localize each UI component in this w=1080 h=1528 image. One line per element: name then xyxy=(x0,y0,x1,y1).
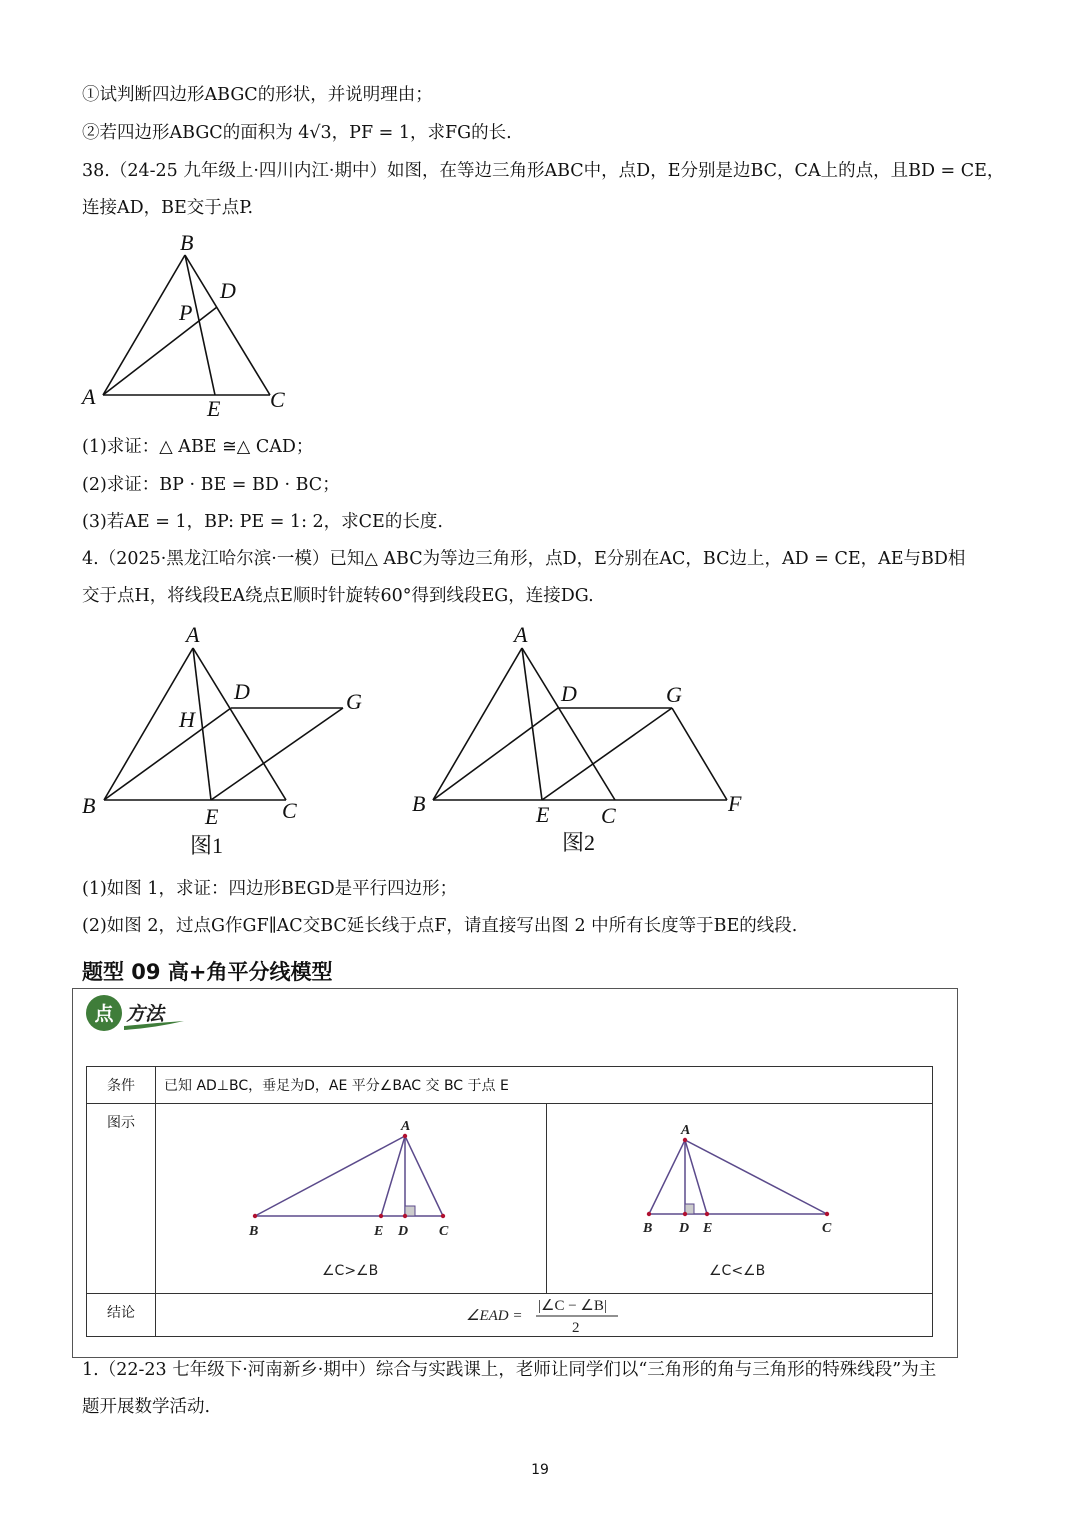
fig1-label-E: E xyxy=(205,804,219,829)
model-table xyxy=(86,1066,933,1337)
problem-38-statement: 38.（24-25 九年级上·四川内江·期中）如图，在等边三角形ABC中，点D，E分别是边BC，CA上的点，且BD = CE， xyxy=(82,161,1005,181)
conclusion-label: 结论 xyxy=(87,1294,156,1337)
problem-4-statement: 4.（2025·黑龙江哈尔滨·一模）已知△ ABC为等边三角形，点D，E分别在AC，BC边上，AD = CE，AE与BD相 xyxy=(82,549,966,569)
text-line-1: ①试判断四边形ABGC的形状，并说明理由； xyxy=(82,85,433,105)
conclusion-cell xyxy=(156,1294,933,1337)
fig2-label-B: B xyxy=(412,791,426,816)
question-38-1: (1)求证：△ ABE ≅△ CAD； xyxy=(82,437,314,457)
condition-text: 已知 AD⊥BC，垂足为D，AE 平分∠BAC 交 BC 于点 E xyxy=(156,1067,933,1104)
fig38-label-D: D xyxy=(220,278,236,303)
fig1-label-B: B xyxy=(82,793,96,818)
left-label-C: C xyxy=(439,1224,449,1239)
fig2-label-D: D xyxy=(561,681,577,706)
fig1-label-H: H xyxy=(179,707,195,732)
figure-38 xyxy=(76,228,306,428)
formula-numerator: |∠C − ∠B| xyxy=(538,1298,607,1314)
method-badge xyxy=(84,993,188,1033)
fig2-label-C: C xyxy=(601,803,616,828)
question-38-2: (2)求证：BP · BE = BD · BC； xyxy=(82,475,340,495)
figure-2 xyxy=(406,618,766,863)
fig1-label-C: C xyxy=(282,798,297,823)
fig1-label-G: G xyxy=(346,689,362,714)
figure-1 xyxy=(76,618,386,863)
diagram-label: 图示 xyxy=(87,1104,156,1294)
question-4-2: (2)如图 2，过点G作GF∥AC交BC延长线于点F，请直接写出图 2 中所有长度等于BE的线段. xyxy=(82,916,798,936)
problem-4-statement-cont: 交于点H，将线段EA绕点E顺时针旋转60°得到线段EG，连接DG. xyxy=(82,586,594,606)
badge-char: 点 xyxy=(94,1003,114,1025)
fig2-label-F: F xyxy=(728,791,742,816)
problem-1-statement: 1.（22-23 七年级下·河南新乡·期中）综合与实践课上，老师让同学们以“三角形的角与三角形的特殊线段”为主 xyxy=(82,1360,937,1380)
fig1-caption: 图1 xyxy=(190,833,224,858)
fig2-label-E: E xyxy=(536,802,550,827)
left-label-A: A xyxy=(401,1119,411,1134)
diagram-right-cell xyxy=(547,1104,933,1294)
fig2-caption: 图2 xyxy=(562,830,596,855)
fig2-label-A: A xyxy=(514,622,528,647)
right-caption: ∠C<∠B xyxy=(709,1263,766,1279)
right-label-C: C xyxy=(822,1221,832,1236)
fig1-label-D: D xyxy=(234,679,250,704)
fig1-label-A: A xyxy=(186,622,200,647)
right-label-E: E xyxy=(703,1221,713,1236)
diagram-left xyxy=(156,1104,546,1292)
problem-38-statement-cont: 连接AD，BE交于点P. xyxy=(82,198,254,218)
left-label-B: B xyxy=(249,1224,259,1239)
left-caption: ∠C>∠B xyxy=(322,1263,379,1279)
text-line-2: ②若四边形ABGC的面积为 4√3，PF = 1，求FG的长. xyxy=(82,123,512,143)
right-label-B: B xyxy=(643,1221,653,1236)
conclusion-formula xyxy=(156,1294,931,1336)
page-number: 19 xyxy=(531,1462,549,1478)
condition-label: 条件 xyxy=(87,1067,156,1104)
badge-text: 方法 xyxy=(126,1003,165,1025)
fig38-label-A: A xyxy=(82,384,96,409)
left-label-E: E xyxy=(374,1224,384,1239)
fig38-label-B: B xyxy=(180,230,194,255)
question-4-1: (1)如图 1，求证：四边形BEGD是平行四边形； xyxy=(82,879,458,899)
problem-1-statement-cont: 题开展数学活动. xyxy=(82,1397,211,1417)
fig38-label-C: C xyxy=(270,387,285,412)
formula-lhs: ∠EAD = xyxy=(466,1308,523,1324)
right-label-D: D xyxy=(679,1221,690,1236)
diagram-left-cell xyxy=(156,1104,547,1294)
diagram-right xyxy=(547,1104,932,1292)
question-38-3: (3)若AE = 1，BP: PE = 1: 2，求CE的长度. xyxy=(82,512,443,532)
left-label-D: D xyxy=(398,1224,409,1239)
fig2-label-G: G xyxy=(666,682,682,707)
fig38-label-E: E xyxy=(207,396,221,421)
section-title: 题型 09 高+角平分线模型 xyxy=(82,960,333,984)
fig38-label-P: P xyxy=(179,300,193,325)
right-label-A: A xyxy=(681,1123,691,1138)
formula-denominator: 2 xyxy=(572,1320,580,1336)
